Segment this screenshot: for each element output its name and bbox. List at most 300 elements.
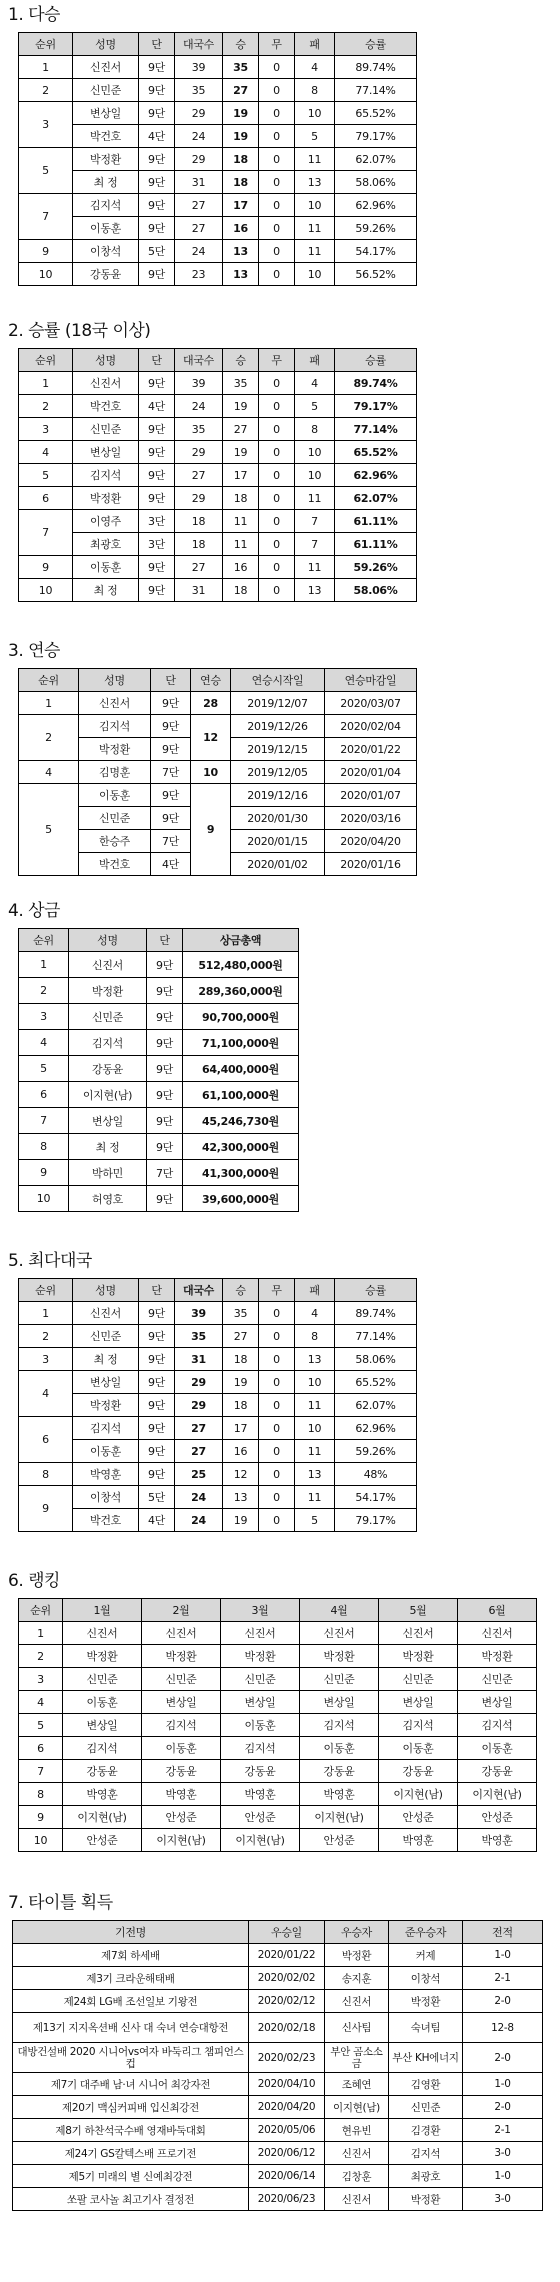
wins-cell: 18 — [223, 1394, 259, 1417]
wins-cell: 17 — [223, 464, 259, 487]
streak-table — [18, 668, 417, 876]
prize-cell: 61,100,000원 — [183, 1082, 299, 1108]
prize-cell: 39,600,000원 — [183, 1186, 299, 1212]
date-cell: 2020/01/22 — [249, 1944, 325, 1967]
runner-up-cell: 김경환 — [389, 2119, 463, 2142]
runner-up-cell: 김영환 — [389, 2073, 463, 2096]
rank-cell: 5 — [19, 1714, 63, 1737]
rank-cell: 5 — [19, 784, 79, 876]
tournament-cell: 제24기 GS칼텍스배 프로기전 — [13, 2142, 249, 2165]
rank-cell: 10 — [19, 579, 73, 602]
winner-cell: 조혜연 — [325, 2073, 389, 2096]
rank-cell: 1 — [19, 372, 73, 395]
mar-cell: 강동윤 — [221, 1760, 300, 1783]
col-tournament: 기전명 — [13, 1921, 249, 1944]
name-cell: 최광호 — [73, 533, 139, 556]
table-row — [19, 240, 417, 263]
wins-cell: 27 — [223, 418, 259, 441]
record-cell: 1-0 — [463, 1944, 543, 1967]
section-title: 1. 다승 — [8, 5, 60, 25]
dan-cell: 5단 — [139, 240, 175, 263]
name-cell: 박건호 — [73, 1509, 139, 1532]
games-cell: 35 — [175, 1325, 223, 1348]
draws-cell: 0 — [259, 171, 295, 194]
games-cell: 24 — [175, 395, 223, 418]
winner-cell: 송지훈 — [325, 1967, 389, 1990]
wins-cell: 19 — [223, 395, 259, 418]
rank-cell: 2 — [19, 1325, 73, 1348]
name-cell: 신민준 — [73, 1325, 139, 1348]
rank-cell: 3 — [19, 418, 73, 441]
games-cell: 27 — [175, 1440, 223, 1463]
rate-cell: 62.07% — [335, 148, 417, 171]
end-cell: 2020/01/16 — [325, 853, 417, 876]
dan-cell: 9단 — [139, 1463, 175, 1486]
col-rank: 순위 — [19, 1279, 73, 1302]
name-cell: 변상일 — [73, 102, 139, 125]
start-cell: 2020/01/02 — [231, 853, 325, 876]
rate-cell: 59.26% — [335, 217, 417, 240]
losses-cell: 10 — [295, 263, 335, 286]
rank-cell: 5 — [19, 1056, 69, 1082]
wins-cell: 18 — [223, 171, 259, 194]
dan-cell: 9단 — [151, 738, 191, 761]
table-row — [19, 1486, 417, 1509]
dan-cell: 9단 — [139, 1371, 175, 1394]
table-row — [19, 148, 417, 171]
wins-cell: 11 — [223, 533, 259, 556]
table-row — [13, 2013, 543, 2043]
wins-cell: 18 — [223, 148, 259, 171]
rate-cell: 59.26% — [335, 1440, 417, 1463]
wins-cell: 16 — [223, 1440, 259, 1463]
table-row — [19, 171, 417, 194]
jan-cell: 강동윤 — [63, 1760, 142, 1783]
section-titles — [0, 1892, 560, 2211]
record-cell: 2-0 — [463, 2043, 543, 2073]
col-draws: 무 — [259, 349, 295, 372]
losses-cell: 5 — [295, 125, 335, 148]
games-cell: 18 — [175, 533, 223, 556]
draws-cell: 0 — [259, 441, 295, 464]
col-rank: 순위 — [19, 349, 73, 372]
games-cell: 29 — [175, 1371, 223, 1394]
winner-cell: 신진서 — [325, 2142, 389, 2165]
name-cell: 이창석 — [73, 1486, 139, 1509]
section-wins — [0, 4, 560, 286]
table-row — [13, 2043, 543, 2073]
draws-cell: 0 — [259, 240, 295, 263]
col-losses: 패 — [295, 1279, 335, 1302]
streak-cell: 9 — [191, 784, 231, 876]
dan-cell: 9단 — [151, 692, 191, 715]
col-jun: 6월 — [458, 1599, 537, 1622]
losses-cell: 11 — [295, 1486, 335, 1509]
name-cell: 신민준 — [79, 807, 151, 830]
wins-cell: 13 — [223, 263, 259, 286]
col-wins: 승 — [223, 349, 259, 372]
rate-cell: 61.11% — [335, 533, 417, 556]
apr-cell: 박영훈 — [300, 1783, 379, 1806]
table-row — [13, 2096, 543, 2119]
tournament-cell: 제5기 미래의 별 신예최강전 — [13, 2165, 249, 2188]
col-runner-up: 준우승자 — [389, 1921, 463, 1944]
feb-cell: 이지현(남) — [142, 1829, 221, 1852]
table-row — [19, 1371, 417, 1394]
draws-cell: 0 — [259, 217, 295, 240]
name-cell: 최 정 — [73, 171, 139, 194]
prize-cell: 45,246,730원 — [183, 1108, 299, 1134]
name-cell: 신민준 — [73, 418, 139, 441]
col-rank: 순위 — [19, 1599, 63, 1622]
games-cell: 39 — [175, 372, 223, 395]
rank-cell: 4 — [19, 1371, 73, 1417]
name-cell: 최 정 — [73, 1348, 139, 1371]
wins-cell: 13 — [223, 1486, 259, 1509]
jun-cell: 박영훈 — [458, 1829, 537, 1852]
rank-cell: 9 — [19, 1806, 63, 1829]
feb-cell: 변상일 — [142, 1691, 221, 1714]
col-start: 연승시작일 — [231, 669, 325, 692]
losses-cell: 11 — [295, 487, 335, 510]
prize-cell: 289,360,000원 — [183, 978, 299, 1004]
col-name: 성명 — [73, 1279, 139, 1302]
rank-cell: 9 — [19, 240, 73, 263]
wins-cell: 35 — [223, 1302, 259, 1325]
date-cell: 2020/06/23 — [249, 2188, 325, 2211]
table-row — [19, 1760, 537, 1783]
name-cell: 박정환 — [73, 148, 139, 171]
losses-cell: 13 — [295, 1348, 335, 1371]
losses-cell: 10 — [295, 441, 335, 464]
record-cell: 2-1 — [463, 1967, 543, 1990]
dan-cell: 7단 — [151, 761, 191, 784]
table-row — [19, 1714, 537, 1737]
rank-cell: 3 — [19, 102, 73, 148]
name-cell: 박정환 — [69, 978, 147, 1004]
draws-cell: 0 — [259, 1417, 295, 1440]
tournament-cell: 제3기 크라운해태배 — [13, 1967, 249, 1990]
games-cell: 29 — [175, 148, 223, 171]
table-row — [19, 1737, 537, 1760]
dan-cell: 9단 — [139, 1348, 175, 1371]
table-row — [19, 1463, 417, 1486]
table-row — [19, 1509, 417, 1532]
streak-cell: 12 — [191, 715, 231, 761]
dan-cell: 4단 — [139, 1509, 175, 1532]
rate-cell: 65.52% — [335, 102, 417, 125]
col-name: 성명 — [73, 33, 139, 56]
draws-cell: 0 — [259, 556, 295, 579]
dan-cell: 9단 — [139, 102, 175, 125]
rank-cell: 8 — [19, 1463, 73, 1486]
table-row — [19, 556, 417, 579]
jun-cell: 신민준 — [458, 1668, 537, 1691]
name-cell: 변상일 — [73, 1371, 139, 1394]
dan-cell: 9단 — [139, 487, 175, 510]
rank-cell: 10 — [19, 1829, 63, 1852]
mar-cell: 이동훈 — [221, 1714, 300, 1737]
losses-cell: 8 — [295, 1325, 335, 1348]
rate-cell: 77.14% — [335, 418, 417, 441]
losses-cell: 10 — [295, 194, 335, 217]
name-cell: 이창석 — [73, 240, 139, 263]
table-header — [19, 669, 417, 692]
apr-cell: 안성준 — [300, 1829, 379, 1852]
table-row — [19, 1030, 299, 1056]
record-cell: 2-0 — [463, 1990, 543, 2013]
losses-cell: 11 — [295, 1394, 335, 1417]
mar-cell: 박정환 — [221, 1645, 300, 1668]
end-cell: 2020/01/07 — [325, 784, 417, 807]
wins-cell: 18 — [223, 487, 259, 510]
jan-cell: 신민준 — [63, 1668, 142, 1691]
games-cell: 35 — [175, 418, 223, 441]
start-cell: 2019/12/16 — [231, 784, 325, 807]
date-cell: 2020/05/06 — [249, 2119, 325, 2142]
name-cell: 박건호 — [73, 395, 139, 418]
runner-up-cell: 신민준 — [389, 2096, 463, 2119]
rank-cell: 1 — [19, 692, 79, 715]
start-cell: 2020/01/15 — [231, 830, 325, 853]
table-row — [13, 1967, 543, 1990]
draws-cell: 0 — [259, 1302, 295, 1325]
tournament-cell: 제7회 하세배 — [13, 1944, 249, 1967]
section-title: 3. 연승 — [8, 641, 60, 661]
rate-cell: 65.52% — [335, 441, 417, 464]
games-cell: 29 — [175, 441, 223, 464]
rate-cell: 56.52% — [335, 263, 417, 286]
may-cell: 강동윤 — [379, 1760, 458, 1783]
table-header — [19, 349, 417, 372]
rank-cell: 9 — [19, 556, 73, 579]
table-row — [19, 1348, 417, 1371]
runner-up-cell: 최광호 — [389, 2165, 463, 2188]
start-cell: 2019/12/05 — [231, 761, 325, 784]
winner-cell: 부안 곰소소금 — [325, 2043, 389, 2073]
wins-cell: 18 — [223, 579, 259, 602]
feb-cell: 신진서 — [142, 1622, 221, 1645]
date-cell: 2020/02/18 — [249, 2013, 325, 2043]
rate-cell: 58.06% — [335, 171, 417, 194]
name-cell: 변상일 — [73, 441, 139, 464]
games-cell: 31 — [175, 1348, 223, 1371]
jan-cell: 안성준 — [63, 1829, 142, 1852]
draws-cell: 0 — [259, 372, 295, 395]
table-row — [19, 1668, 537, 1691]
col-name: 성명 — [69, 929, 147, 952]
games-cell: 35 — [175, 79, 223, 102]
rate-cell: 54.17% — [335, 240, 417, 263]
dan-cell: 9단 — [139, 171, 175, 194]
table-row — [19, 372, 417, 395]
table-row — [19, 1186, 299, 1212]
rank-cell: 3 — [19, 1004, 69, 1030]
games-cell: 29 — [175, 487, 223, 510]
rank-cell: 4 — [19, 761, 79, 784]
rank-cell: 1 — [19, 952, 69, 978]
may-cell: 김지석 — [379, 1714, 458, 1737]
section-win-rate — [0, 320, 560, 602]
titles-table — [12, 1920, 543, 2211]
losses-cell: 11 — [295, 1440, 335, 1463]
section-streak — [0, 640, 560, 876]
draws-cell: 0 — [259, 148, 295, 171]
col-may: 5월 — [379, 1599, 458, 1622]
winner-cell: 박정환 — [325, 1944, 389, 1967]
col-losses: 패 — [295, 33, 335, 56]
dan-cell: 7단 — [147, 1160, 183, 1186]
end-cell: 2020/03/16 — [325, 807, 417, 830]
draws-cell: 0 — [259, 1463, 295, 1486]
table-row — [19, 1829, 537, 1852]
rank-cell: 1 — [19, 1302, 73, 1325]
prize-cell: 41,300,000원 — [183, 1160, 299, 1186]
date-cell: 2020/02/02 — [249, 1967, 325, 1990]
losses-cell: 10 — [295, 1371, 335, 1394]
runner-up-cell: 이창석 — [389, 1967, 463, 1990]
dan-cell: 9단 — [139, 194, 175, 217]
wins-cell: 16 — [223, 556, 259, 579]
table-row — [19, 579, 417, 602]
jan-cell: 박영훈 — [63, 1783, 142, 1806]
jan-cell: 이지현(남) — [63, 1806, 142, 1829]
dan-cell: 9단 — [151, 807, 191, 830]
col-feb: 2월 — [142, 1599, 221, 1622]
dan-cell: 9단 — [139, 1325, 175, 1348]
rank-cell: 10 — [19, 1186, 69, 1212]
rank-cell: 1 — [19, 1622, 63, 1645]
rate-cell: 62.07% — [335, 487, 417, 510]
draws-cell: 0 — [259, 125, 295, 148]
dan-cell: 9단 — [139, 1394, 175, 1417]
rate-cell: 58.06% — [335, 579, 417, 602]
draws-cell: 0 — [259, 1348, 295, 1371]
table-row — [19, 978, 299, 1004]
rate-cell: 77.14% — [335, 1325, 417, 1348]
draws-cell: 0 — [259, 533, 295, 556]
col-dan: 단 — [147, 929, 183, 952]
losses-cell: 4 — [295, 56, 335, 79]
games-cell: 29 — [175, 102, 223, 125]
col-rank: 순위 — [19, 669, 79, 692]
rate-cell: 62.96% — [335, 194, 417, 217]
table-row — [19, 692, 417, 715]
runner-up-cell: 숙녀팀 — [389, 2013, 463, 2043]
table-row — [19, 1302, 417, 1325]
apr-cell: 변상일 — [300, 1691, 379, 1714]
games-cell: 27 — [175, 217, 223, 240]
date-cell: 2020/06/12 — [249, 2142, 325, 2165]
games-cell: 25 — [175, 1463, 223, 1486]
winner-cell: 신진서 — [325, 2188, 389, 2211]
may-cell: 변상일 — [379, 1691, 458, 1714]
col-name: 성명 — [79, 669, 151, 692]
dan-cell: 9단 — [139, 217, 175, 240]
dan-cell: 9단 — [139, 556, 175, 579]
dan-cell: 9단 — [147, 1004, 183, 1030]
dan-cell: 9단 — [147, 1056, 183, 1082]
rate-cell: 59.26% — [335, 556, 417, 579]
may-cell: 이동훈 — [379, 1737, 458, 1760]
col-record: 전적 — [463, 1921, 543, 1944]
rank-cell: 10 — [19, 263, 73, 286]
draws-cell: 0 — [259, 1509, 295, 1532]
col-rate: 승률 — [335, 349, 417, 372]
draws-cell: 0 — [259, 510, 295, 533]
col-mar: 3월 — [221, 1599, 300, 1622]
table-row — [19, 1134, 299, 1160]
wins-cell: 35 — [223, 56, 259, 79]
wins-cell: 19 — [223, 1509, 259, 1532]
feb-cell: 신민준 — [142, 1668, 221, 1691]
dan-cell: 9단 — [139, 263, 175, 286]
wins-cell: 17 — [223, 1417, 259, 1440]
table-header — [19, 1279, 417, 1302]
games-cell: 23 — [175, 263, 223, 286]
rank-cell: 2 — [19, 79, 73, 102]
table-row — [19, 56, 417, 79]
table-header — [19, 33, 417, 56]
table-row — [19, 1417, 417, 1440]
rank-cell: 9 — [19, 1486, 73, 1532]
draws-cell: 0 — [259, 579, 295, 602]
jun-cell: 안성준 — [458, 1806, 537, 1829]
losses-cell: 11 — [295, 240, 335, 263]
table-row — [19, 715, 417, 738]
name-cell: 박영훈 — [73, 1463, 139, 1486]
wins-cell: 17 — [223, 194, 259, 217]
table-row — [19, 761, 417, 784]
name-cell: 신진서 — [73, 56, 139, 79]
col-dan: 단 — [151, 669, 191, 692]
games-cell: 31 — [175, 579, 223, 602]
section-title: 4. 상금 — [8, 901, 60, 921]
col-draws: 무 — [259, 1279, 295, 1302]
end-cell: 2020/03/07 — [325, 692, 417, 715]
table-row — [19, 395, 417, 418]
apr-cell: 김지석 — [300, 1714, 379, 1737]
table-row — [19, 510, 417, 533]
dan-cell: 3단 — [139, 510, 175, 533]
games-cell: 29 — [175, 1394, 223, 1417]
games-cell: 39 — [175, 1302, 223, 1325]
table-row — [19, 1082, 299, 1108]
rate-cell: 61.11% — [335, 510, 417, 533]
name-cell: 신진서 — [73, 372, 139, 395]
feb-cell: 박영훈 — [142, 1783, 221, 1806]
dan-cell: 7단 — [151, 830, 191, 853]
prize-cell: 42,300,000원 — [183, 1134, 299, 1160]
start-cell: 2020/01/30 — [231, 807, 325, 830]
col-name: 성명 — [73, 349, 139, 372]
table-row — [19, 125, 417, 148]
losses-cell: 13 — [295, 579, 335, 602]
dan-cell: 9단 — [139, 372, 175, 395]
table-row — [13, 2119, 543, 2142]
table-row — [19, 1108, 299, 1134]
tournament-cell: 대방건설배 2020 시니어vs여자 바둑리그 챔피언스컵 — [13, 2043, 249, 2073]
wins-cell: 19 — [223, 102, 259, 125]
rank-cell: 5 — [19, 464, 73, 487]
name-cell: 김지석 — [69, 1030, 147, 1056]
mar-cell: 신진서 — [221, 1622, 300, 1645]
start-cell: 2019/12/26 — [231, 715, 325, 738]
rank-cell: 2 — [19, 978, 69, 1004]
rank-cell: 2 — [19, 395, 73, 418]
winner-cell: 이지현(남) — [325, 2096, 389, 2119]
games-cell: 24 — [175, 240, 223, 263]
